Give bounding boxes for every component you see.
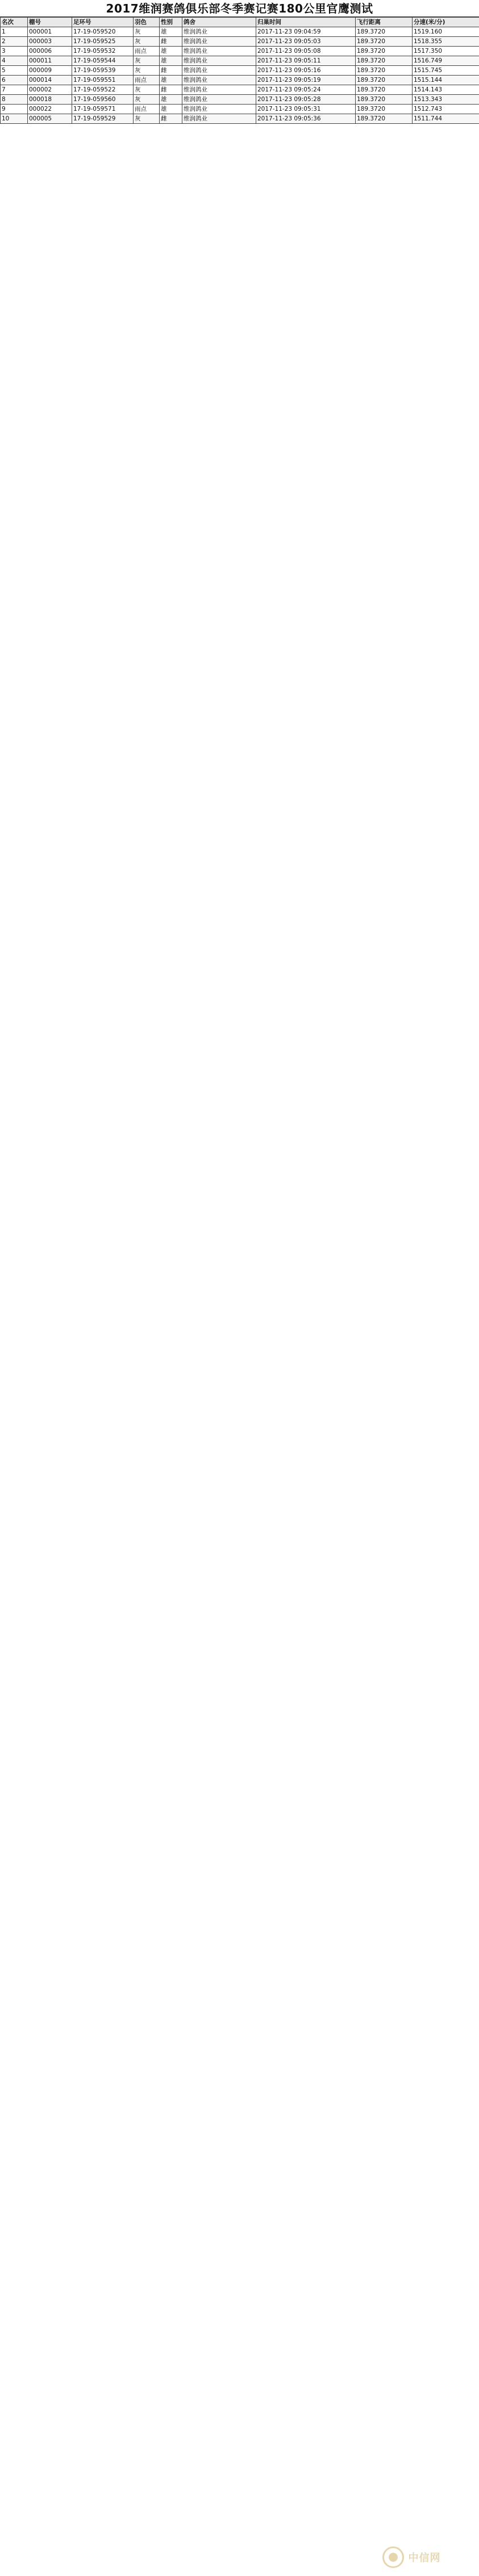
color-header: 羽色 [134,18,160,27]
arrival-time-cell: 2017-11-23 09:05:31 [256,105,356,114]
distance-cell: 189.3720 [356,95,413,105]
speed-cell: 1517.350 [413,47,479,56]
table-row [1,76,479,85]
speed-cell: 1513.343 [413,95,479,105]
ring-number-cell: 17-19-059525 [72,37,134,47]
table-row [1,105,479,114]
speed-cell: 1514.143 [413,85,479,95]
loft-name-cell: 维润鸽业 [182,47,256,56]
color-cell: 灰 [134,27,160,37]
distance-cell: 189.3720 [356,56,413,66]
table-row [1,47,479,56]
loft-number-cell: 000006 [28,47,72,56]
arrival-time-cell: 2017-11-23 09:05:11 [256,56,356,66]
rank-cell: 5 [1,66,28,76]
sex-cell: 雄 [160,95,182,105]
rank-cell: 10 [1,114,28,124]
table-row [1,66,479,76]
loft-name-cell: 维润鸽业 [182,105,256,114]
ring-number-cell: 17-19-059532 [72,47,134,56]
speed-cell: 1515.144 [413,76,479,85]
arrival-time-header: 归巢时间 [256,18,356,27]
ring-number-header: 足环号 [72,18,134,27]
ring-number-cell: 17-19-059520 [72,27,134,37]
sex-cell: 雄 [160,76,182,85]
sex-cell: 雄 [160,27,182,37]
rank-cell: 6 [1,76,28,85]
ring-number-cell: 17-19-059560 [72,95,134,105]
loft-name-header: 鸽舍 [182,18,256,27]
color-cell: 雨点 [134,105,160,114]
loft-name-cell: 维润鸽业 [182,66,256,76]
loft-number-cell: 000011 [28,56,72,66]
sex-cell: 雌 [160,66,182,76]
arrival-time-cell: 2017-11-23 09:05:08 [256,47,356,56]
distance-cell: 189.3720 [356,47,413,56]
ring-number-cell: 17-19-059571 [72,105,134,114]
loft-number-header: 棚号 [28,18,72,27]
page-title: 2017维润赛鸽俱乐部冬季赛记赛180公里官鹰测试 [0,0,479,17]
loft-name-cell: 维润鸽业 [182,85,256,95]
distance-cell: 189.3720 [356,27,413,37]
table-row [1,56,479,66]
loft-number-cell: 000009 [28,66,72,76]
speed-cell: 1519.160 [413,27,479,37]
color-cell: 灰 [134,95,160,105]
sex-cell: 雌 [160,114,182,124]
arrival-time-cell: 2017-11-23 09:05:28 [256,95,356,105]
table-body [1,27,479,124]
sex-cell: 雄 [160,47,182,56]
ring-number-cell: 17-19-059551 [72,76,134,85]
table-header-row [1,18,479,27]
rank-cell: 7 [1,85,28,95]
arrival-time-cell: 2017-11-23 09:05:19 [256,76,356,85]
table-row [1,114,479,124]
loft-name-cell: 维润鸽业 [182,76,256,85]
rank-header: 名次 [1,18,28,27]
ring-number-cell: 17-19-059522 [72,85,134,95]
results-table [0,17,479,124]
sex-cell: 雌 [160,85,182,95]
arrival-time-cell: 2017-11-23 09:05:03 [256,37,356,47]
speed-cell: 1515.745 [413,66,479,76]
distance-cell: 189.3720 [356,66,413,76]
sex-cell: 雌 [160,37,182,47]
sex-header: 性别 [160,18,182,27]
loft-number-cell: 000014 [28,76,72,85]
loft-number-cell: 000022 [28,105,72,114]
ring-number-cell: 17-19-059529 [72,114,134,124]
color-cell: 灰 [134,37,160,47]
distance-cell: 189.3720 [356,114,413,124]
rank-cell: 4 [1,56,28,66]
color-cell: 灰 [134,56,160,66]
loft-name-cell: 维润鸽业 [182,56,256,66]
rank-cell: 8 [1,95,28,105]
rank-cell: 2 [1,37,28,47]
speed-cell: 1518.355 [413,37,479,47]
color-cell: 灰 [134,85,160,95]
arrival-time-cell: 2017-11-23 09:05:24 [256,85,356,95]
loft-name-cell: 维润鸽业 [182,95,256,105]
table-row [1,27,479,37]
table-row [1,37,479,47]
loft-name-cell: 维润鸽业 [182,114,256,124]
loft-number-cell: 000018 [28,95,72,105]
watermark-text: 中信网 [408,2552,441,2564]
speed-cell: 1512.743 [413,105,479,114]
table-row [1,85,479,95]
arrival-time-cell: 2017-11-23 09:04:59 [256,27,356,37]
table-row [1,95,479,105]
loft-number-cell: 000002 [28,85,72,95]
sex-cell: 雄 [160,105,182,114]
speed-cell: 1516.749 [413,56,479,66]
speed-cell: 1511.744 [413,114,479,124]
distance-cell: 189.3720 [356,85,413,95]
speed-header: 分速(米/分) [413,18,479,27]
sex-cell: 雄 [160,56,182,66]
table-header [1,18,479,27]
loft-name-cell: 维润鸽业 [182,37,256,47]
watermark-logo-icon [382,2546,404,2568]
color-cell: 雨点 [134,76,160,85]
rank-cell: 1 [1,27,28,37]
loft-name-cell: 维润鸽业 [182,27,256,37]
distance-cell: 189.3720 [356,105,413,114]
color-cell: 灰 [134,114,160,124]
rank-cell: 9 [1,105,28,114]
ring-number-cell: 17-19-059544 [72,56,134,66]
color-cell: 灰 [134,66,160,76]
ring-number-cell: 17-19-059539 [72,66,134,76]
watermark [352,2544,471,2570]
loft-number-cell: 000001 [28,27,72,37]
loft-number-cell: 000003 [28,37,72,47]
loft-number-cell: 000005 [28,114,72,124]
distance-header: 飞行距离 [356,18,413,27]
distance-cell: 189.3720 [356,76,413,85]
arrival-time-cell: 2017-11-23 09:05:16 [256,66,356,76]
arrival-time-cell: 2017-11-23 09:05:36 [256,114,356,124]
color-cell: 雨点 [134,47,160,56]
rank-cell: 3 [1,47,28,56]
distance-cell: 189.3720 [356,37,413,47]
